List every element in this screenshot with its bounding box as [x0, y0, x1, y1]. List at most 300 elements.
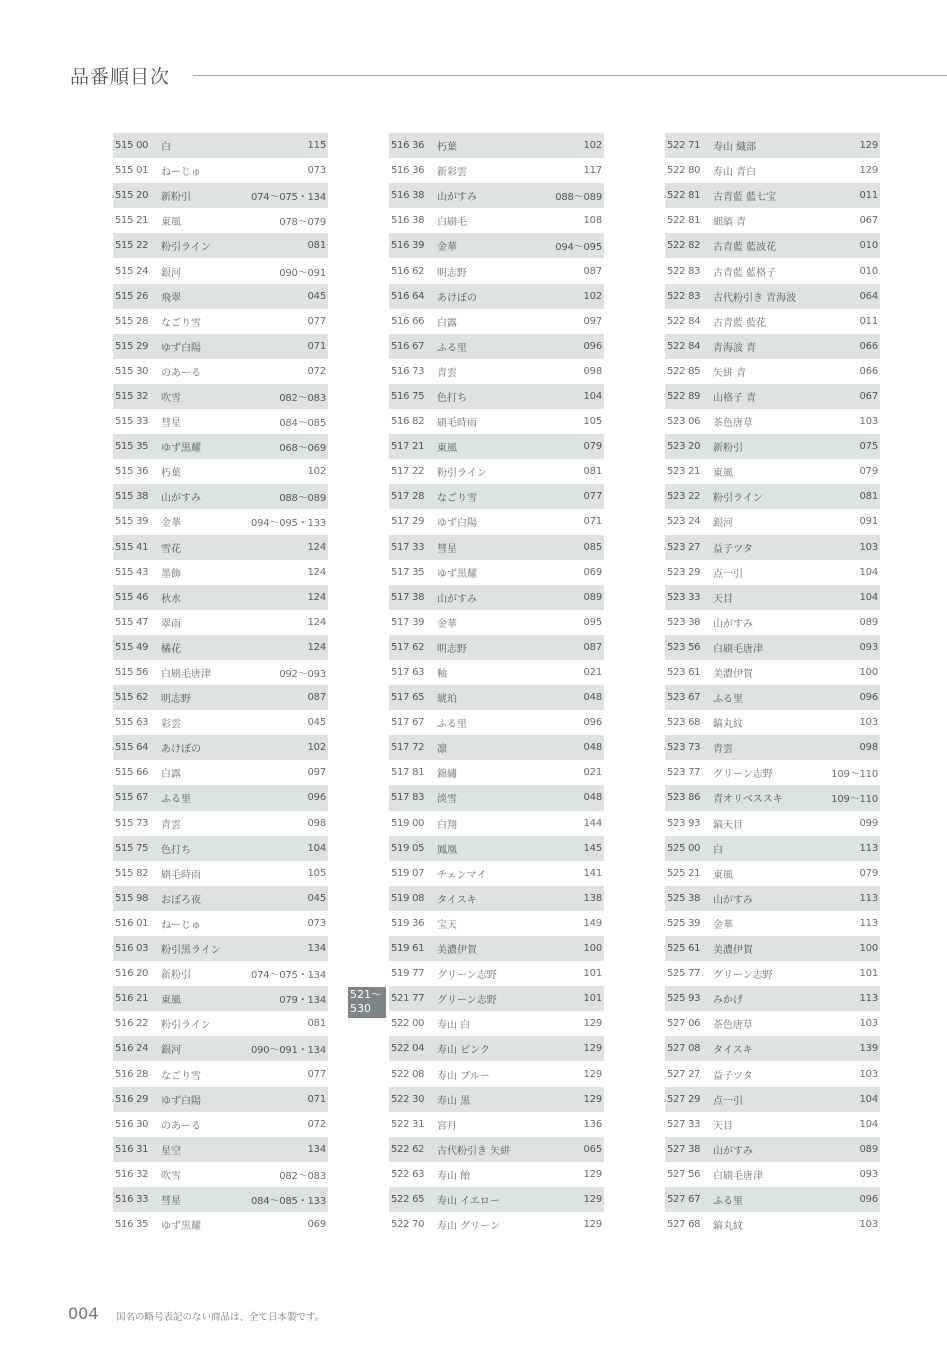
item-code: 527 08: [667, 1043, 701, 1055]
item-code: 515 47: [115, 616, 149, 628]
index-row: [665, 434, 880, 459]
item-name: 青雲: [713, 744, 733, 756]
item-code: 517 33: [391, 541, 425, 553]
item-name: 銀河: [161, 1045, 181, 1057]
index-row: [389, 334, 604, 359]
item-name: 粉引ライン: [161, 242, 211, 254]
item-code: 517 83: [391, 792, 425, 804]
item-page: 087: [583, 265, 602, 277]
index-row: [389, 309, 604, 334]
item-name: 鎬丸紋: [713, 719, 743, 731]
item-name: ゆず白陽: [161, 1095, 201, 1107]
item-name: 宝天: [437, 919, 457, 931]
item-page: 141: [583, 867, 602, 879]
item-page: 081: [583, 466, 602, 478]
item-page: 069: [307, 1219, 326, 1231]
item-name: 点一引: [713, 568, 743, 580]
item-code: 515 56: [115, 667, 149, 679]
item-page: 102: [583, 140, 602, 152]
item-name: 銀河: [713, 518, 733, 530]
item-code: 517 39: [391, 616, 425, 628]
item-code: 523 77: [667, 767, 701, 779]
index-row: [665, 760, 880, 785]
item-page: 079: [859, 867, 878, 879]
item-name: 古青藍 藍花: [713, 317, 767, 329]
index-row: [113, 509, 328, 534]
index-row: [665, 208, 880, 233]
index-row: [113, 1137, 328, 1162]
item-code: 515 36: [115, 466, 149, 478]
index-row: [665, 409, 880, 434]
item-name: 山格子 青: [713, 392, 757, 404]
index-row: [389, 409, 604, 434]
item-code: 515 28: [115, 315, 149, 327]
index-row: [389, 284, 604, 309]
index-row: [389, 660, 604, 685]
item-code: 516 29: [115, 1093, 149, 1105]
item-page: 071: [583, 516, 602, 528]
item-code: 516 64: [391, 290, 425, 302]
item-page: 045: [307, 717, 326, 729]
item-code: 516 35: [115, 1219, 149, 1231]
item-name: 新彩雲: [437, 167, 467, 179]
item-name: 彗星: [161, 1195, 181, 1207]
item-code: 515 26: [115, 290, 149, 302]
item-code: 517 62: [391, 641, 425, 653]
item-code: 516 33: [115, 1193, 149, 1205]
item-name: 益子ツタ: [713, 1070, 753, 1082]
index-row: [665, 535, 880, 560]
item-code: 516 62: [391, 265, 425, 277]
item-name: 古青藍 藍波花: [713, 242, 777, 254]
item-page: 094～095: [555, 242, 602, 254]
index-row: [665, 961, 880, 986]
item-page: 048: [583, 742, 602, 754]
index-row: [665, 1036, 880, 1061]
item-name: 古代粉引き 矢絣: [437, 1145, 511, 1157]
item-page: 081: [307, 1018, 326, 1030]
index-row: [389, 459, 604, 484]
item-name: 山がすみ: [713, 894, 753, 906]
item-code: 523 56: [667, 641, 701, 653]
item-code: 515 82: [115, 867, 149, 879]
item-name: ふる里: [713, 694, 743, 706]
item-name: タイスキ: [437, 894, 477, 906]
item-code: 515 73: [115, 817, 149, 829]
item-page: 124: [307, 591, 326, 603]
item-page: 098: [859, 742, 878, 754]
index-row: [389, 359, 604, 384]
item-code: 515 41: [115, 541, 149, 553]
item-code: 523 61: [667, 667, 701, 679]
item-name: 美濃伊賀: [713, 669, 753, 681]
item-name: 青雲: [161, 819, 181, 831]
item-page: 021: [583, 667, 602, 679]
item-name: 白: [161, 142, 171, 154]
index-row: [665, 635, 880, 660]
item-code: 522 30: [391, 1093, 425, 1105]
item-name: 金華: [437, 618, 457, 630]
item-code: 519 07: [391, 867, 425, 879]
item-page: 101: [583, 993, 602, 1005]
index-row: [665, 861, 880, 886]
item-page: 095: [583, 616, 602, 628]
item-page: 101: [583, 968, 602, 980]
item-name: 白刷毛唐津: [713, 643, 763, 655]
item-page: 088～089: [279, 493, 326, 505]
item-page: 103: [859, 1219, 878, 1231]
item-page: 124: [307, 566, 326, 578]
index-row: [389, 861, 604, 886]
item-code: 523 73: [667, 742, 701, 754]
item-page: 010: [859, 265, 878, 277]
item-page: 072: [307, 1118, 326, 1130]
item-page: 093: [859, 641, 878, 653]
item-code: 515 00: [115, 140, 149, 152]
item-code: 522 04: [391, 1043, 425, 1055]
index-row: [389, 1087, 604, 1112]
page-number: 004: [68, 1304, 99, 1323]
item-code: 527 27: [667, 1068, 701, 1080]
item-page: 104: [307, 842, 326, 854]
index-row: [113, 1212, 328, 1237]
index-row: [665, 1112, 880, 1137]
item-code: 523 24: [667, 516, 701, 528]
index-row: [389, 384, 604, 409]
index-row: [665, 911, 880, 936]
item-code: 522 85: [667, 365, 701, 377]
item-name: 明志野: [437, 643, 467, 655]
index-row: [389, 735, 604, 760]
item-page: 081: [307, 240, 326, 252]
item-code: 527 38: [667, 1143, 701, 1155]
index-row: [665, 258, 880, 283]
item-page: 082～083: [279, 392, 326, 404]
item-page: 109～110: [831, 794, 878, 806]
item-page: 098: [307, 817, 326, 829]
item-page: 104: [583, 390, 602, 402]
item-page: 067: [859, 215, 878, 227]
item-code: 517 63: [391, 667, 425, 679]
item-name: 山がすみ: [161, 493, 201, 505]
item-name: 新粉引: [713, 443, 743, 455]
item-code: 523 27: [667, 541, 701, 553]
item-page: 077: [307, 1068, 326, 1080]
item-code: 522 71: [667, 140, 701, 152]
item-name: 美濃伊賀: [437, 945, 477, 957]
item-name: 寿山 黒: [437, 1095, 471, 1107]
index-row: [389, 610, 604, 635]
item-page: 072: [307, 365, 326, 377]
item-name: 墨飾: [161, 568, 181, 580]
range-badge-line1: 521～: [350, 988, 382, 1001]
index-row: [665, 936, 880, 961]
item-code: 515 32: [115, 390, 149, 402]
item-code: 516 66: [391, 315, 425, 327]
item-code: 515 98: [115, 892, 149, 904]
index-column-2: [389, 133, 604, 1237]
index-row: [389, 585, 604, 610]
index-row: [113, 208, 328, 233]
item-name: ふる里: [437, 342, 467, 354]
item-page: 124: [307, 641, 326, 653]
item-code: 525 61: [667, 943, 701, 955]
item-page: 104: [859, 566, 878, 578]
item-page: 129: [583, 1068, 602, 1080]
item-name: 金華: [161, 518, 181, 530]
index-row: [389, 1036, 604, 1061]
item-name: ゆず黒耀: [437, 568, 477, 580]
item-name: 寿山 白: [437, 1020, 471, 1032]
item-name: グリーン志野: [713, 970, 773, 982]
item-name: なごり雪: [161, 317, 201, 329]
index-row: [665, 785, 880, 810]
item-name: 星空: [161, 1145, 181, 1157]
item-name: 金華: [713, 919, 733, 931]
item-page: 021: [583, 767, 602, 779]
item-page: 115: [307, 140, 326, 152]
item-name: のあーる: [161, 367, 201, 379]
item-name: 銀河: [161, 267, 181, 279]
index-row: [113, 685, 328, 710]
item-page: 105: [583, 416, 602, 428]
item-code: 515 49: [115, 641, 149, 653]
item-code: 516 67: [391, 340, 425, 352]
index-row: [389, 886, 604, 911]
item-name: ゆず白陽: [161, 342, 201, 354]
index-row: [665, 710, 880, 735]
item-page: 104: [859, 591, 878, 603]
item-page: 103: [859, 717, 878, 729]
item-code: 525 21: [667, 867, 701, 879]
item-name: 古青藍 藍七宝: [713, 192, 777, 204]
item-name: 粉引ライン: [437, 468, 487, 480]
index-row: [113, 409, 328, 434]
index-row: [389, 760, 604, 785]
item-page: 065: [583, 1143, 602, 1155]
item-name: 矢絣 青: [713, 367, 747, 379]
item-page: 134: [307, 1143, 326, 1155]
item-code: 515 63: [115, 717, 149, 729]
item-code: 515 30: [115, 365, 149, 377]
item-page: 098: [583, 365, 602, 377]
item-code: 517 35: [391, 566, 425, 578]
item-page: 129: [859, 140, 878, 152]
item-page: 092～093: [279, 669, 326, 681]
item-name: 新粉引: [161, 970, 191, 982]
item-name: 鳳凰: [437, 844, 457, 856]
item-name: 茶色唐草: [713, 1020, 753, 1032]
index-row: [113, 760, 328, 785]
item-page: 067: [859, 390, 878, 402]
item-name: 寿山 ブルー: [437, 1070, 490, 1082]
range-badge: [348, 987, 386, 1018]
item-name: ゆず黒耀: [161, 443, 201, 455]
index-row: [389, 133, 604, 158]
item-code: 515 46: [115, 591, 149, 603]
item-name: 新粉引: [161, 192, 191, 204]
item-page: 096: [859, 692, 878, 704]
item-code: 522 80: [667, 165, 701, 177]
index-row: [389, 685, 604, 710]
item-page: 066: [859, 365, 878, 377]
item-page: 101: [859, 968, 878, 980]
index-row: [389, 911, 604, 936]
index-row: [665, 1212, 880, 1237]
index-row: [665, 1061, 880, 1086]
item-page: 113: [859, 993, 878, 1005]
item-name: 明志野: [161, 694, 191, 706]
index-row: [665, 886, 880, 911]
index-row: [665, 459, 880, 484]
item-code: 517 67: [391, 717, 425, 729]
item-page: 048: [583, 792, 602, 804]
item-name: 朽葉: [437, 142, 457, 154]
item-code: 515 62: [115, 692, 149, 704]
item-name: ふる里: [161, 794, 191, 806]
item-page: 077: [307, 315, 326, 327]
item-name: 色打ち: [437, 392, 467, 404]
index-row: [389, 509, 604, 534]
item-name: 吹雪: [161, 392, 181, 404]
item-name: ゆず白陽: [437, 518, 477, 530]
index-row: [389, 961, 604, 986]
item-code: 523 86: [667, 792, 701, 804]
index-row: [113, 936, 328, 961]
item-page: 104: [859, 1118, 878, 1130]
item-code: 515 24: [115, 265, 149, 277]
index-row: [389, 710, 604, 735]
item-page: 084～085・133: [250, 1195, 326, 1207]
item-code: 516 73: [391, 365, 425, 377]
item-code: 522 63: [391, 1168, 425, 1180]
item-name: 刷毛時雨: [437, 418, 477, 430]
item-code: 525 00: [667, 842, 701, 854]
index-row: [389, 1061, 604, 1086]
item-page: 129: [583, 1219, 602, 1231]
item-name: 白: [713, 844, 723, 856]
item-name: 白刷毛唐津: [161, 669, 211, 681]
item-page: 064: [859, 290, 878, 302]
item-name: 青オリベススキ: [713, 794, 783, 806]
index-row: [665, 811, 880, 836]
item-page: 089: [859, 616, 878, 628]
item-page: 129: [859, 165, 878, 177]
item-name: 東風: [437, 443, 457, 455]
item-page: 100: [859, 667, 878, 679]
item-code: 522 83: [667, 265, 701, 277]
index-row: [113, 384, 328, 409]
index-row: [389, 183, 604, 208]
item-page: 113: [859, 892, 878, 904]
item-name: 橘花: [161, 643, 181, 655]
index-row: [113, 836, 328, 861]
index-row: [113, 585, 328, 610]
item-name: 刷毛時雨: [161, 869, 201, 881]
item-name: 白刷毛唐津: [713, 1170, 763, 1182]
index-row: [389, 484, 604, 509]
index-row: [113, 1162, 328, 1187]
item-code: 527 33: [667, 1118, 701, 1130]
item-page: 074～075・134: [250, 970, 326, 982]
item-page: 073: [307, 165, 326, 177]
item-code: 516 03: [115, 943, 149, 955]
index-row: [665, 1162, 880, 1187]
item-name: 雪花: [161, 543, 181, 555]
item-code: 522 89: [667, 390, 701, 402]
item-code: 519 36: [391, 917, 425, 929]
index-row: [665, 158, 880, 183]
item-code: 516 75: [391, 390, 425, 402]
item-name: 宮月: [437, 1120, 457, 1132]
index-row: [665, 986, 880, 1011]
item-code: 516 30: [115, 1118, 149, 1130]
item-page: 096: [583, 717, 602, 729]
item-name: 白刷毛: [437, 217, 467, 229]
item-code: 519 05: [391, 842, 425, 854]
item-page: 048: [583, 692, 602, 704]
item-code: 525 38: [667, 892, 701, 904]
item-code: 522 82: [667, 240, 701, 252]
item-page: 090～091・134: [250, 1045, 326, 1057]
item-page: 089: [583, 591, 602, 603]
item-name: 飛翠: [161, 292, 181, 304]
item-page: 077: [583, 491, 602, 503]
item-name: 色打ち: [161, 844, 191, 856]
item-page: 096: [859, 1193, 878, 1205]
item-code: 523 93: [667, 817, 701, 829]
item-code: 515 29: [115, 340, 149, 352]
index-row: [665, 133, 880, 158]
item-page: 113: [859, 917, 878, 929]
index-row: [113, 535, 328, 560]
item-page: 088～089: [555, 192, 602, 204]
index-row: [665, 484, 880, 509]
index-row: [113, 785, 328, 810]
item-code: 516 28: [115, 1068, 149, 1080]
item-name: 山がすみ: [437, 192, 477, 204]
item-code: 527 68: [667, 1219, 701, 1231]
item-name: 青雲: [437, 367, 457, 379]
index-row: [113, 811, 328, 836]
item-page: 079: [859, 466, 878, 478]
item-name: 寿山 織部: [713, 142, 757, 154]
index-row: [665, 359, 880, 384]
item-page: 075: [859, 441, 878, 453]
item-name: グリーン志野: [437, 995, 497, 1007]
index-row: [113, 233, 328, 258]
index-row: [389, 208, 604, 233]
item-code: 516 38: [391, 190, 425, 202]
index-row: [113, 986, 328, 1011]
index-row: [389, 635, 604, 660]
index-row: [113, 133, 328, 158]
item-name: ふる里: [437, 719, 467, 731]
item-code: 517 38: [391, 591, 425, 603]
item-name: 淡雪: [437, 794, 457, 806]
index-row: [665, 1187, 880, 1212]
item-name: 古代粉引き 青海波: [713, 292, 797, 304]
index-row: [665, 1137, 880, 1162]
item-page: 066: [859, 340, 878, 352]
item-code: 515 38: [115, 491, 149, 503]
item-code: 522 84: [667, 340, 701, 352]
item-name: 彩雲: [161, 719, 181, 731]
item-page: 069: [583, 566, 602, 578]
item-page: 124: [307, 616, 326, 628]
item-page: 045: [307, 290, 326, 302]
item-page: 082～083: [279, 1170, 326, 1182]
